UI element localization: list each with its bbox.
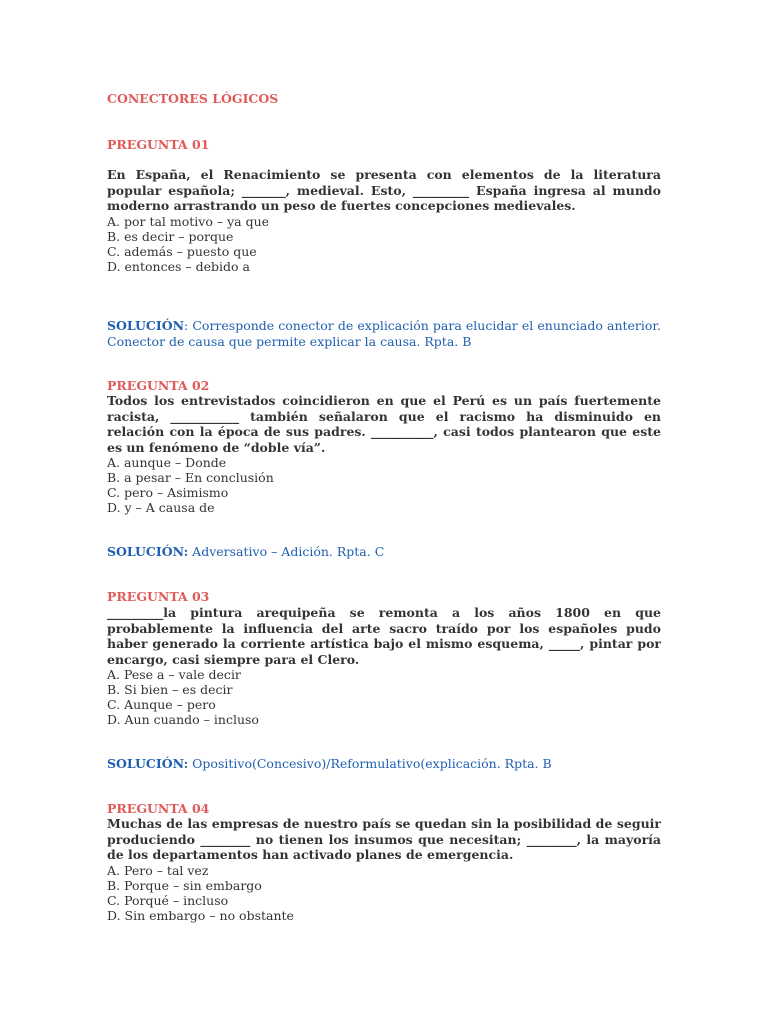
question-4: [107, 816, 661, 923]
solution-3: [107, 756, 661, 772]
solution-1: [107, 318, 661, 349]
question-4-text: Muchas de las empresas de nuestro país se quedan sin la posibilidad de seguir produciendo ________ no tienen los insumos que necesitan; ________, la mayoría de los departamentos han activado planes de emergencia.: [107, 816, 661, 862]
question-3: [107, 605, 661, 727]
option: B. es decir – porque: [107, 228, 234, 244]
question-4-options: [107, 863, 661, 923]
document-title: CONECTORES LÓGICOS: [107, 91, 279, 106]
option: B. Si bien – es decir: [107, 682, 233, 697]
option: C. pero – Asimismo: [107, 485, 229, 500]
option: C. además – puesto que: [107, 243, 257, 259]
option: D. entonces – debido a: [107, 258, 250, 274]
option: D. Sin embargo – no obstante: [107, 907, 294, 923]
option: B. a pesar – En conclusión: [107, 470, 274, 485]
question-2-label: PREGUNTA 02: [107, 378, 210, 393]
solution-3-text: Opositivo(Concesivo)/Reformulativo(explicación. Rpta. B: [188, 756, 552, 771]
option: A. por tal motivo – ya que: [107, 213, 270, 229]
question-3-text: _________la pintura arequipeña se remonta a los años 1800 en que probablemente la influencia del arte sacro traído por los españoles pudo haber generado la corriente artística bajo el mismo esquema, _____, pintar por encargo, casi siempre para el Clero.: [107, 605, 661, 667]
solution-3-label: SOLUCIÓN:: [107, 756, 189, 771]
solution-2-text: Adversativo – Adición. Rpta. C: [188, 544, 385, 559]
solution-2-label: SOLUCIÓN:: [107, 544, 189, 559]
question-1-options: [107, 214, 661, 274]
option: D. Aun cuando – incluso: [107, 712, 259, 727]
question-1: [107, 167, 661, 274]
question-2-text: Todos los entrevistados coincidieron en que el Perú es un país fuertemente racista, ___________ también señalaron que el racismo ha disminuido en relación con la época de sus padres. __________, casi todos plantearon que este es un fenómeno de “doble vía”.: [107, 393, 661, 455]
solution-2: [107, 544, 661, 560]
option: C. Porqué – incluso: [107, 892, 229, 908]
option: B. Porque – sin embargo: [107, 877, 262, 893]
option: A. aunque – Donde: [107, 455, 227, 470]
question-2: [107, 393, 661, 515]
question-3-label: PREGUNTA 03: [107, 589, 210, 604]
question-3-options: [107, 667, 661, 727]
solution-1-text: : Corresponde conector de explicación para elucidar el enunciado anterior. Conector de causa que permite explicar la causa. Rpta. B: [107, 318, 661, 349]
option: A. Pero – tal vez: [107, 862, 209, 878]
question-2-options: [107, 455, 661, 515]
option: D. y – A causa de: [107, 500, 215, 515]
option: A. Pese a – vale decir: [107, 667, 241, 682]
solution-1-label: SOLUCIÓN: [107, 318, 185, 333]
option: C. Aunque – pero: [107, 697, 216, 712]
question-4-label: PREGUNTA 04: [107, 801, 210, 816]
question-1-text: En España, el Renacimiento se presenta con elementos de la literatura popular española; _______, medieval. Esto, _________ España ingresa al mundo moderno arrastrando un peso de fuertes concepciones medievales.: [107, 167, 661, 213]
question-1-label: PREGUNTA 01: [107, 137, 210, 152]
